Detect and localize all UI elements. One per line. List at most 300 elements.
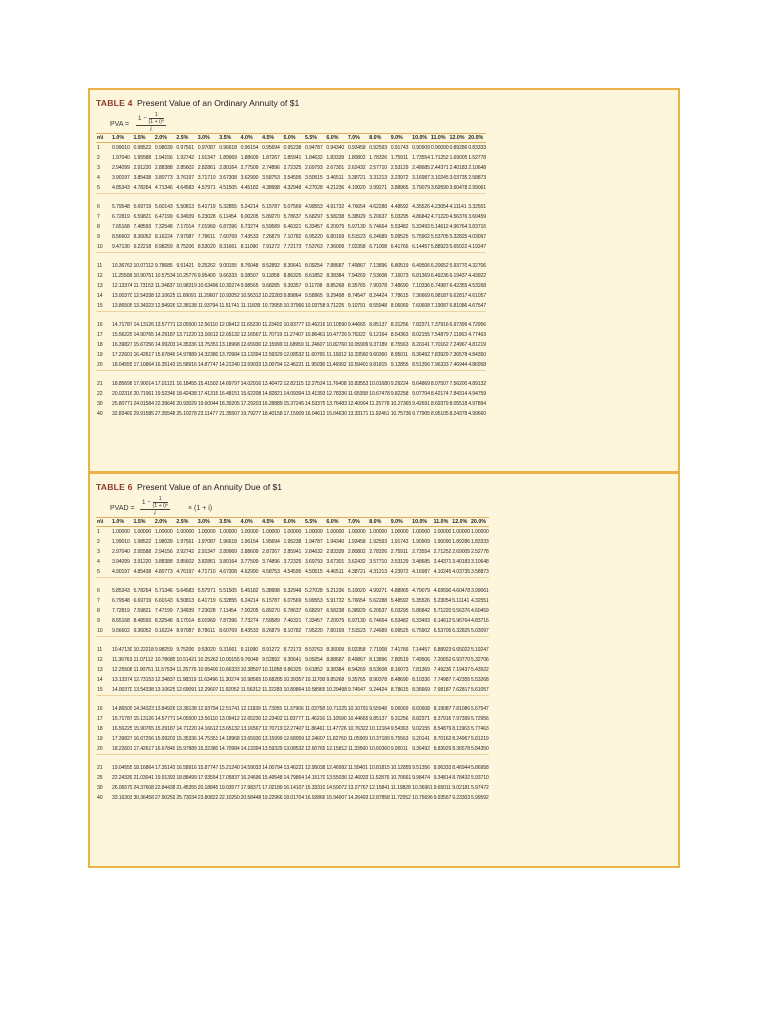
value-cell: 5.03097 bbox=[470, 626, 489, 637]
value-cell: 6.47199 bbox=[154, 214, 173, 220]
value-cell: 8.90378 bbox=[369, 677, 387, 683]
value-cell: 8.16224 bbox=[154, 234, 173, 240]
value-cell: 11.46216 bbox=[304, 716, 325, 722]
value-cell: 4.86842 bbox=[412, 214, 430, 220]
value-cell: 9.11090 bbox=[240, 647, 258, 653]
value-cell: 11.37966 bbox=[283, 706, 304, 712]
value-cell: 2.85602 bbox=[176, 165, 195, 171]
value-cell: 8.98259 bbox=[154, 242, 175, 253]
column-header-rate: 7.0% bbox=[347, 134, 368, 143]
value-cell: 6.24689 bbox=[369, 234, 387, 240]
value-cell: 2.84632 bbox=[304, 549, 323, 555]
value-cell: 13.10625 bbox=[154, 685, 175, 696]
value-cell: 4.62990 bbox=[240, 567, 261, 578]
period-cell: 9 bbox=[97, 618, 100, 624]
value-cell: 8.17014 bbox=[176, 618, 195, 624]
table-4-grid bbox=[96, 133, 486, 419]
column-header-rate: 9.0% bbox=[390, 518, 411, 527]
value-cell: 0.97561 bbox=[176, 145, 195, 151]
value-cell: 10.47130 bbox=[112, 647, 133, 653]
value-cell: 6.51523 bbox=[347, 234, 366, 240]
value-cell: 18.42438 bbox=[176, 391, 197, 397]
value-cell: 3.38721 bbox=[347, 175, 366, 181]
value-cell: 24.01584 bbox=[133, 401, 154, 407]
value-cell: 2.88388 bbox=[154, 165, 173, 171]
value-cell: 9.81815 bbox=[368, 360, 389, 371]
value-cell: 6.58238 bbox=[326, 608, 345, 614]
value-cell: 1.73554 bbox=[412, 155, 430, 161]
value-cell: 10.58965 bbox=[304, 685, 325, 696]
value-cell: 14.35336 bbox=[176, 342, 197, 348]
value-cell: 1.87267 bbox=[262, 155, 280, 161]
value-cell: 4.67547 bbox=[467, 301, 486, 312]
column-header-rate: 12.0% bbox=[451, 518, 470, 527]
period-cell: 6 bbox=[97, 204, 100, 210]
period-cell: 15 bbox=[96, 685, 111, 696]
value-cell: 27.35548 bbox=[154, 411, 176, 417]
value-cell: 1.00000 bbox=[112, 529, 130, 535]
value-cell: 4.32551 bbox=[470, 598, 489, 604]
value-cell: 2.77509 bbox=[240, 165, 259, 171]
value-cell: 32.83469 bbox=[112, 411, 133, 417]
column-header-rate: 20.0% bbox=[470, 518, 489, 527]
value-cell: 9.78685 bbox=[154, 263, 173, 269]
value-cell: 2.48685 bbox=[412, 165, 430, 171]
value-cell: 2.69005 bbox=[452, 549, 470, 555]
value-cell: 27.90259 bbox=[154, 795, 176, 801]
formula-numerator: 1 − bbox=[142, 499, 151, 507]
value-cell: 4.88965 bbox=[390, 588, 409, 594]
value-cell: 11.27407 bbox=[283, 332, 304, 338]
value-cell: 4.61057 bbox=[468, 293, 486, 299]
value-cell: 1.00000 bbox=[262, 529, 280, 535]
value-cell: 5.84350 bbox=[470, 744, 489, 755]
value-cell: 8.38384 bbox=[326, 273, 345, 279]
value-cell: 10.89864 bbox=[283, 685, 304, 696]
column-header-rate: 8.0% bbox=[368, 518, 389, 527]
value-cell: 7.87396 bbox=[219, 618, 237, 624]
value-cell: 7.60769 bbox=[219, 234, 237, 240]
value-cell: 7.80519 bbox=[390, 657, 409, 663]
value-cell: 7.16073 bbox=[390, 273, 409, 279]
period-cell: 15 bbox=[96, 301, 111, 312]
value-cell: 1.00000 bbox=[412, 529, 430, 535]
value-cell: 7.73274 bbox=[240, 618, 259, 624]
value-cell: 8.95105 bbox=[430, 411, 449, 417]
column-header-rate: 4.0% bbox=[240, 518, 261, 527]
value-cell: 11.23402 bbox=[262, 322, 283, 328]
table-row bbox=[96, 350, 486, 360]
value-cell: 8.16073 bbox=[390, 667, 409, 673]
period-cell: 2 bbox=[97, 155, 100, 161]
value-cell: 3.03735 bbox=[449, 175, 468, 181]
value-cell: 10.01680 bbox=[369, 381, 390, 387]
value-cell: 10.98319 bbox=[176, 283, 197, 289]
value-cell: 14.00370 bbox=[111, 685, 132, 696]
value-cell: 9.86325 bbox=[283, 667, 302, 673]
value-cell: 3.60478 bbox=[449, 183, 468, 194]
value-cell: 12.82115 bbox=[283, 381, 304, 387]
table-row bbox=[96, 537, 489, 547]
value-cell: 5.32706 bbox=[470, 657, 489, 663]
value-cell: 9.93567 bbox=[433, 795, 452, 801]
value-cell: 9.71225 bbox=[325, 301, 346, 312]
table-row bbox=[96, 606, 489, 616]
value-cell: 1.78326 bbox=[369, 155, 387, 161]
value-cell: 5.35526 bbox=[412, 598, 430, 604]
value-cell: 16.18455 bbox=[176, 381, 197, 387]
value-cell: 9.95400 bbox=[197, 273, 216, 279]
value-cell: 10.73955 bbox=[261, 301, 282, 312]
value-cell: 3.60459 bbox=[468, 214, 486, 220]
table-row bbox=[96, 567, 489, 578]
value-cell: 12.11839 bbox=[240, 706, 261, 712]
value-cell: 16.67256 bbox=[133, 736, 154, 742]
period-cell: 10 bbox=[96, 626, 111, 637]
value-cell: 16.24696 bbox=[240, 775, 262, 781]
value-cell: 1.91347 bbox=[197, 155, 216, 161]
column-header-rate: 11.0% bbox=[430, 134, 449, 143]
value-cell: 8.85137 bbox=[369, 322, 387, 328]
group-spacer bbox=[96, 637, 489, 646]
value-cell: 7.94269 bbox=[347, 273, 366, 279]
value-cell: 11.86461 bbox=[304, 726, 325, 732]
value-cell: 8.01969 bbox=[197, 618, 216, 624]
period-cell: 5 bbox=[96, 567, 111, 578]
value-cell: 18.01704 bbox=[283, 795, 304, 801]
period-cell: 7 bbox=[97, 214, 100, 220]
value-cell: 6.41766 bbox=[390, 242, 411, 253]
value-cell: 15.94907 bbox=[326, 795, 347, 801]
value-cell: 4.67308 bbox=[218, 567, 239, 578]
column-header-rate: 3.0% bbox=[197, 518, 218, 527]
value-cell: 5.71346 bbox=[154, 588, 173, 594]
value-cell: 6.53705 bbox=[433, 626, 452, 637]
value-cell: 10.29498 bbox=[325, 685, 346, 696]
value-cell: 8.96333 bbox=[433, 765, 452, 771]
value-cell: 5.65022 bbox=[449, 242, 468, 253]
value-cell: 3.69590 bbox=[430, 183, 449, 194]
value-cell: 5.99553 bbox=[304, 598, 323, 604]
value-cell: 7.24967 bbox=[449, 342, 468, 348]
value-cell: 3.31213 bbox=[369, 175, 387, 181]
value-cell: 7.33457 bbox=[304, 618, 323, 624]
value-cell: 4.94759 bbox=[468, 391, 486, 397]
column-header-rate: 3.5% bbox=[218, 518, 239, 527]
value-cell: 9.36052 bbox=[132, 626, 153, 637]
value-cell: 7.43533 bbox=[240, 234, 259, 240]
value-cell: 9.98474 bbox=[412, 775, 430, 781]
value-cell: 5.86958 bbox=[470, 765, 489, 771]
value-cell: 6.97399 bbox=[449, 322, 468, 328]
value-cell: 6.97130 bbox=[347, 618, 366, 624]
value-cell: 2.75911 bbox=[390, 549, 409, 555]
value-cell: 4.31213 bbox=[368, 567, 389, 578]
value-cell: 12.56110 bbox=[197, 322, 218, 328]
value-cell: 5.62288 bbox=[369, 598, 387, 604]
value-cell: 8.55948 bbox=[368, 301, 389, 312]
value-cell: 3.44371 bbox=[433, 559, 452, 565]
value-cell: 5.03295 bbox=[390, 214, 409, 220]
value-cell: 6.32825 bbox=[451, 626, 470, 637]
value-cell: 12.73153 bbox=[133, 677, 154, 683]
value-cell: 23.80822 bbox=[197, 795, 219, 801]
period-cell: 4 bbox=[97, 175, 100, 181]
value-cell: 13.75351 bbox=[197, 342, 219, 348]
value-cell: 11.65358 bbox=[347, 391, 368, 397]
value-cell: 6.99525 bbox=[390, 626, 411, 637]
column-header-rate: 7.0% bbox=[347, 518, 368, 527]
value-cell: 8.11090 bbox=[240, 242, 261, 253]
value-cell: 8.51356 bbox=[411, 360, 430, 371]
value-cell: 13.76483 bbox=[326, 401, 347, 407]
value-cell: 4.45182 bbox=[240, 183, 261, 194]
value-cell: 7.11963 bbox=[449, 332, 467, 338]
value-cell: 8.54363 bbox=[390, 332, 409, 338]
value-cell: 8.05518 bbox=[449, 401, 468, 407]
value-cell: 18.85698 bbox=[112, 381, 133, 387]
value-cell: 12.10625 bbox=[154, 293, 176, 299]
table-row bbox=[96, 242, 486, 253]
value-cell: 7.72819 bbox=[112, 608, 130, 614]
value-cell: 10.78685 bbox=[154, 657, 176, 663]
value-cell: 1.88609 bbox=[240, 155, 259, 161]
column-header-rate: 1.0% bbox=[111, 134, 132, 143]
value-cell: 7.83929 bbox=[430, 352, 449, 358]
value-cell: 2.88609 bbox=[240, 549, 259, 555]
value-cell: 5.81219 bbox=[470, 736, 489, 742]
value-cell: 4.53268 bbox=[468, 283, 486, 289]
value-cell: 5.33493 bbox=[412, 224, 430, 230]
value-cell: 10.95400 bbox=[197, 667, 219, 673]
value-cell: 5.75902 bbox=[412, 234, 430, 240]
value-cell: 1.00000 bbox=[154, 529, 173, 535]
value-cell: 6.62817 bbox=[449, 293, 468, 299]
value-cell: 3.58873 bbox=[470, 567, 489, 578]
value-cell: 9.52892 bbox=[262, 657, 280, 663]
column-header-rate: 2.5% bbox=[175, 518, 196, 527]
table-row bbox=[96, 330, 486, 340]
value-cell: 12.40904 bbox=[347, 401, 369, 407]
value-cell: 5.41719 bbox=[197, 204, 216, 210]
value-cell: 4.03097 bbox=[468, 234, 486, 240]
column-header-rate: 1.0% bbox=[111, 518, 132, 527]
value-cell: 13.00794 bbox=[261, 360, 282, 371]
value-cell: 8.69379 bbox=[430, 401, 449, 407]
value-cell: 3.80164 bbox=[219, 559, 237, 565]
value-cell: 12.23402 bbox=[262, 716, 283, 722]
value-cell: 8.78611 bbox=[197, 626, 218, 637]
value-cell: 2.71252 bbox=[433, 549, 452, 555]
value-cell: 3.62432 bbox=[347, 559, 366, 565]
value-cell: 8.02358 bbox=[347, 647, 366, 653]
value-cell: 25.10278 bbox=[176, 411, 197, 417]
value-cell: 5.27028 bbox=[304, 588, 323, 594]
value-cell: 6.11454 bbox=[219, 214, 237, 220]
value-cell: 6.80169 bbox=[326, 234, 345, 240]
table-row bbox=[96, 143, 486, 154]
value-cell: 2.80802 bbox=[347, 549, 366, 555]
table-6-header-row bbox=[96, 518, 489, 527]
value-cell: 6.33457 bbox=[304, 224, 323, 230]
value-cell: 6.14612 bbox=[433, 618, 452, 624]
value-cell: 23.11477 bbox=[197, 411, 218, 417]
value-cell: 9.85137 bbox=[369, 716, 387, 722]
value-cell: 3.85438 bbox=[133, 175, 152, 181]
value-cell: 8.53763 bbox=[304, 647, 323, 653]
value-cell: 5.50813 bbox=[176, 204, 195, 210]
value-cell: 11.95038 bbox=[304, 360, 325, 371]
formula-fraction bbox=[140, 496, 170, 517]
value-cell: 11.24607 bbox=[304, 342, 325, 348]
value-cell: 16.92866 bbox=[304, 795, 326, 801]
table-row bbox=[96, 320, 486, 330]
value-cell: 0.93458 bbox=[347, 145, 366, 151]
value-cell: 0.97087 bbox=[197, 145, 216, 151]
value-cell: 14.57771 bbox=[154, 716, 176, 722]
value-cell: 1.83333 bbox=[470, 539, 489, 545]
value-cell: 9.55948 bbox=[369, 706, 387, 712]
value-cell: 21.03041 bbox=[133, 775, 154, 781]
value-cell: 5.69719 bbox=[133, 204, 152, 210]
value-cell: 6.07569 bbox=[283, 598, 302, 604]
value-cell: 6.98187 bbox=[430, 293, 449, 299]
value-cell: 10.66333 bbox=[219, 667, 240, 673]
value-cell: 17.16864 bbox=[132, 360, 153, 371]
period-cell: 20 bbox=[96, 360, 111, 371]
period-cell: 16 bbox=[97, 322, 103, 328]
value-cell: 10.37966 bbox=[283, 301, 304, 312]
value-cell: 15.97889 bbox=[175, 744, 196, 755]
value-cell: 1.95238 bbox=[283, 539, 302, 545]
value-cell: 12.69091 bbox=[175, 685, 196, 696]
value-cell: 6.75902 bbox=[411, 626, 432, 637]
value-cell: 9.02181 bbox=[452, 785, 470, 791]
value-cell: 11.68959 bbox=[283, 342, 304, 348]
value-cell: 6.49236 bbox=[430, 273, 449, 279]
value-cell: 18.88499 bbox=[176, 775, 197, 781]
formula-suffix: × (1 + i) bbox=[188, 505, 213, 512]
value-cell: 13.65930 bbox=[240, 736, 262, 742]
value-cell: 5.32825 bbox=[449, 234, 468, 240]
value-cell: 12.27407 bbox=[283, 726, 304, 732]
value-cell: 16.14107 bbox=[283, 785, 304, 791]
group-spacer-cell bbox=[96, 371, 486, 380]
value-cell: 1.91743 bbox=[390, 539, 409, 545]
value-cell: 20.93029 bbox=[176, 401, 197, 407]
table-row bbox=[96, 724, 489, 734]
period-cell: 13 bbox=[97, 283, 103, 289]
value-cell: 13.38138 bbox=[176, 706, 197, 712]
value-cell: 4.11141 bbox=[449, 204, 467, 210]
period-cell: 8 bbox=[97, 608, 100, 614]
value-cell: 13.46221 bbox=[283, 765, 304, 771]
value-cell: 1.99010 bbox=[112, 539, 130, 545]
group-spacer bbox=[96, 312, 486, 321]
value-cell: 1.69005 bbox=[449, 155, 468, 161]
period-cell: 17 bbox=[97, 332, 103, 338]
value-cell: 4.21236 bbox=[325, 183, 346, 194]
value-cell: 2.87267 bbox=[262, 549, 280, 555]
value-cell: 5.24214 bbox=[240, 204, 259, 210]
value-cell: 9.07704 bbox=[412, 391, 430, 397]
period-cell: 30 bbox=[97, 401, 103, 407]
value-cell: 1.95694 bbox=[262, 539, 280, 545]
value-cell: 7.74987 bbox=[433, 677, 452, 683]
column-header-rate: 5.0% bbox=[283, 134, 304, 143]
value-cell: 6.03295 bbox=[390, 608, 409, 614]
value-cell: 5.51505 bbox=[219, 588, 237, 594]
value-cell: 5.32855 bbox=[219, 204, 237, 210]
value-cell: 7.97087 bbox=[176, 234, 195, 240]
table-row bbox=[96, 379, 486, 389]
value-cell: 13.86505 bbox=[111, 301, 132, 312]
period-cell: 21 bbox=[97, 381, 103, 387]
value-cell: 6.15787 bbox=[262, 598, 280, 604]
value-cell: 1.84632 bbox=[304, 155, 323, 161]
value-cell: 10.81815 bbox=[369, 765, 390, 771]
value-cell: 8.13896 bbox=[369, 657, 387, 663]
value-cell: 10.56312 bbox=[240, 293, 262, 299]
value-cell: 7.13896 bbox=[369, 263, 387, 269]
period-cell: 8 bbox=[97, 224, 100, 230]
value-cell: 13.05500 bbox=[176, 322, 197, 328]
value-cell: 7.01969 bbox=[197, 224, 216, 230]
value-cell: 0.96618 bbox=[219, 145, 237, 151]
value-cell: 9.65011 bbox=[433, 785, 451, 791]
column-header-rate: 3.0% bbox=[197, 134, 218, 143]
value-cell: 7.46944 bbox=[449, 360, 468, 371]
value-cell: 5.74664 bbox=[369, 224, 387, 230]
value-cell: 3.74896 bbox=[262, 559, 280, 565]
value-cell: 4.57971 bbox=[197, 183, 218, 194]
value-cell: 2.94099 bbox=[112, 165, 130, 171]
value-cell: 9.95011 bbox=[390, 744, 411, 755]
value-cell: 11.22283 bbox=[261, 685, 282, 696]
table-row bbox=[96, 557, 489, 567]
value-cell: 8.09254 bbox=[304, 263, 323, 269]
value-cell: 14.13394 bbox=[240, 744, 261, 755]
value-cell: 14.82821 bbox=[262, 391, 283, 397]
column-header-rate: 1.5% bbox=[132, 134, 153, 143]
value-cell: 5.11141 bbox=[452, 598, 470, 604]
value-cell: 2.44371 bbox=[430, 165, 449, 171]
value-cell: 13.59329 bbox=[261, 744, 282, 755]
formula-fraction bbox=[136, 112, 166, 133]
table-row bbox=[96, 675, 489, 685]
value-cell: 5.19247 bbox=[470, 647, 489, 653]
value-cell: 9.36492 bbox=[411, 744, 432, 755]
value-cell: 14.53375 bbox=[304, 401, 326, 407]
value-cell: 15.04630 bbox=[326, 411, 347, 417]
value-cell: 11.60765 bbox=[304, 352, 325, 358]
value-cell: 7.84314 bbox=[449, 391, 468, 397]
value-cell: 6.59589 bbox=[262, 224, 280, 230]
value-cell: 3.67301 bbox=[326, 559, 345, 565]
value-cell: 6.95220 bbox=[304, 234, 323, 240]
value-cell: 0.98522 bbox=[133, 145, 152, 151]
value-cell: 5.76654 bbox=[347, 598, 366, 604]
value-cell: 13.13394 bbox=[240, 352, 262, 358]
value-cell: 11.63496 bbox=[197, 677, 218, 683]
value-cell: 10.90751 bbox=[133, 273, 154, 279]
period-cell: 40 bbox=[97, 795, 103, 801]
value-cell: 9.76322 bbox=[347, 332, 366, 338]
value-cell: 4.10020 bbox=[347, 183, 368, 194]
value-cell: 10.30274 bbox=[219, 283, 240, 289]
value-cell: 7.82371 bbox=[412, 322, 430, 328]
value-cell: 19.52346 bbox=[154, 391, 176, 397]
